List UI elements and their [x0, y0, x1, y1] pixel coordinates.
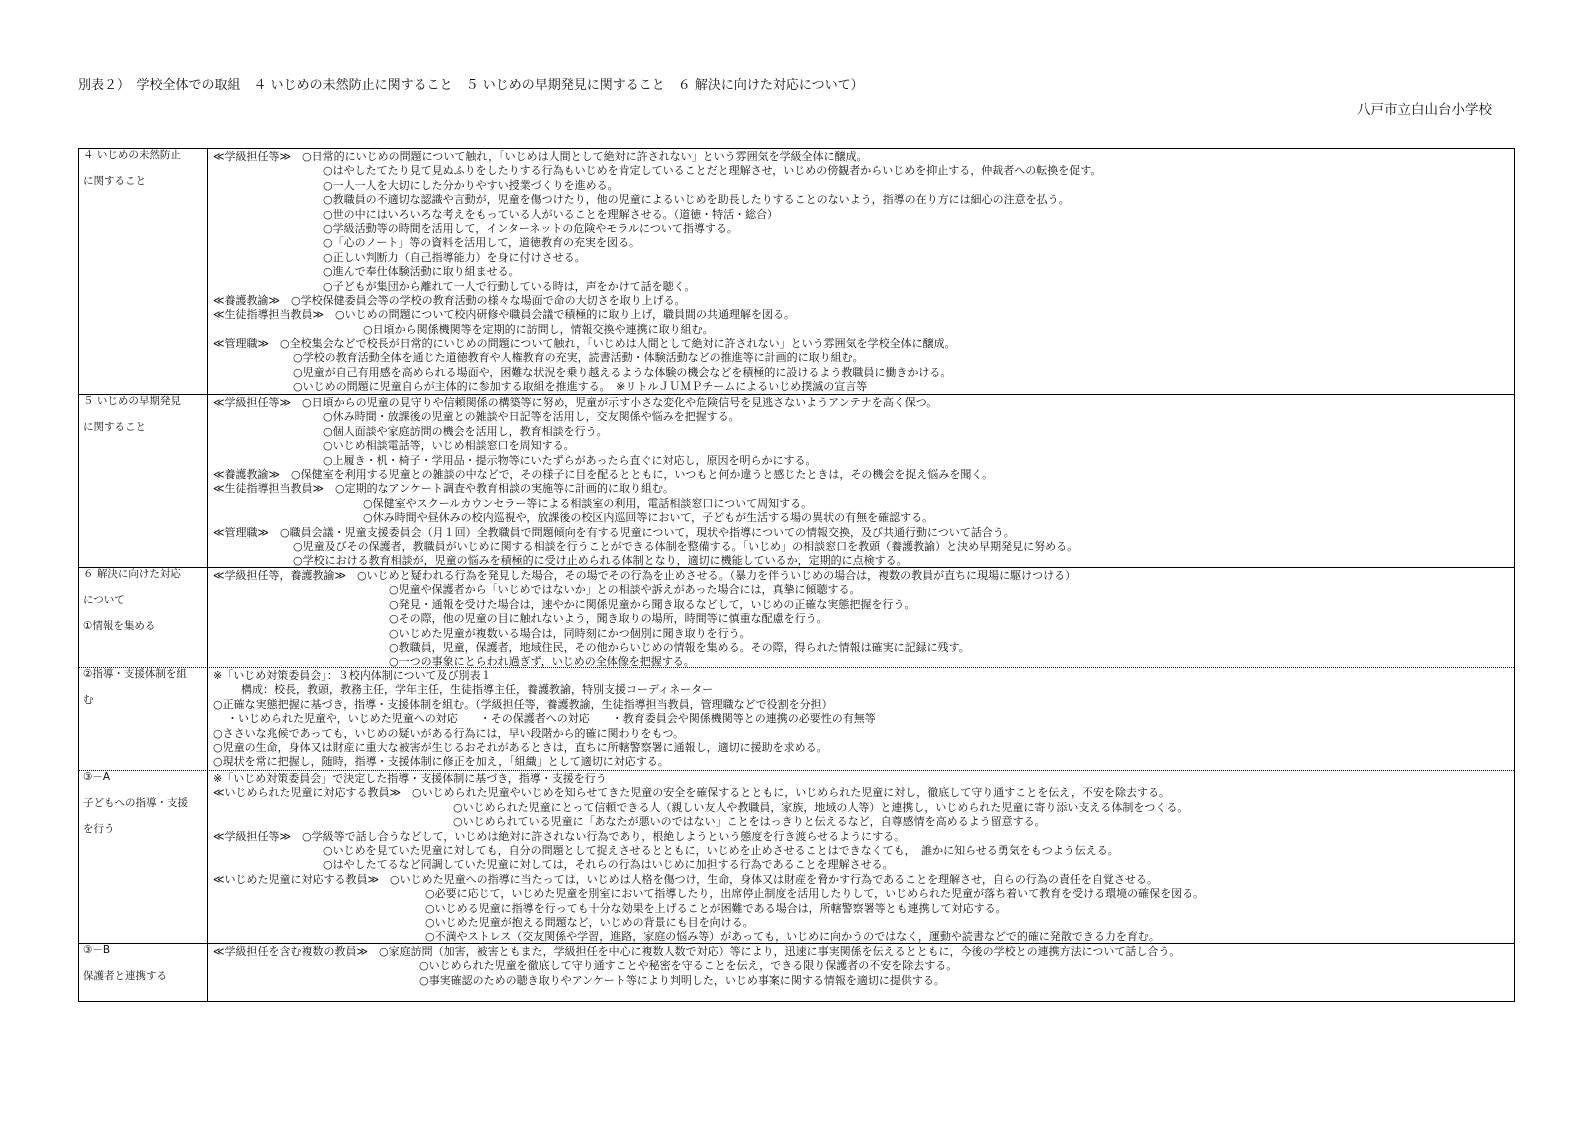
- content-line: ○上履き・机・椅子・学用品・提示物等にいたずらがあったら直ぐに対応し，原因を明らかにする。: [323, 453, 817, 467]
- section-label-line: ①情報を集める: [83, 620, 156, 632]
- section-content: [213, 569, 1508, 670]
- table-section: [79, 394, 1514, 567]
- content-line: ≪管理職≫ ○職員会議・児童支援委員会（月１回）全教職員で問題傾向を有する児童について，現状や指導についての情報交換，及び共通行動について話合う。: [213, 525, 1015, 539]
- content-line: ○現状を常に把握し，随時，指導・支援体制に修正を加え，「組織」として適切に対応する。: [213, 755, 669, 769]
- content-line: ○ささいな兆候であっても，いじめの疑いがある行為には，早い段階から的確に関わりをもつ。: [213, 726, 685, 740]
- content-line: ○学校の教育活動全体を通じた道徳教育や人権教育の充実，読書活動・体験活動などの推進等に計画的に取り組む。: [293, 351, 864, 365]
- content-line: ≪学級担任等≫ ○日頃からの児童の見守りや信頼関係の構築等に努め，児童が示す小さな変化や危険信号を見逃さないようアンテナを高く保つ。: [213, 396, 938, 409]
- content-line: 構成：校長，教頭，教務主任，学年主任，生徒指導主任，養護教諭，特別支援コーディネーター: [241, 683, 714, 697]
- section-content: [213, 150, 1508, 395]
- content-line: ○いじめられている児童に「あなたが悪いのではない」ことをはっきりと伝えるなど，自尊感情を高めるよう留意する。: [453, 815, 1046, 829]
- content-line: ≪養護教諭≫ ○学校保健委員会等の学校の教育活動の様々な場面で命の大切さを取り上げる。: [213, 293, 686, 307]
- section-label: [83, 668, 207, 720]
- content-line: ≪学級担任を含む複数の教員≫ ○家庭訪問（加害，被害ともまた，学級担任を中心に複数人数で対応）等により，迅速に事実関係を伝えるとともに，今後の学校との連携方法について話し合う。: [213, 945, 1181, 958]
- content-line: ・いじめられた児童や，いじめた児童への対応 ・その保護者への対応 ・教育委員会や関係機関等との連携の必要性の有無等: [227, 712, 876, 726]
- section-content: [213, 945, 1508, 988]
- content-line: ○保健室やスクールカウンセラー等による相談室の利用，電話相談窓口について周知する。: [363, 496, 813, 510]
- content-line: ○教職員の不適切な認識や言動が，児童を傷つけたり，他の児童によるいじめを助長したりすることのないよう，指導の在り方には細心の注意を払う。: [323, 193, 1070, 207]
- content-line: ○休み時間・放課後の児童との雑談や日記等を活用し，交友関係や悩みを把握する。: [323, 410, 740, 424]
- content-line: ○いじめの問題に児童自らが主体的に参加する取組を推進する。 ※リトルＪＵＭＰチームによるいじめ撲滅の宣言等: [293, 380, 868, 394]
- content-line: ≪いじめられた児童に対応する教員≫ ○いじめられた児童やいじめを知らせてきた児童の安全を確保するとともに，いじめられた児童に対し，徹底して守り通すことを伝え，不安を除去する。: [213, 786, 1170, 800]
- content-line: ○一つの事象にとらわれ過ぎず，いじめの全体像を把握する。: [389, 655, 695, 669]
- content-line: ≪生徒指導担当教員≫ ○定期的なアンケート調査や教育相談の実施等に計画的に取り組む。: [213, 482, 674, 496]
- content-line: ○休み時間や昼休みの校内巡視や，放課後の校区内巡回等において，子どもが生活する場の異状の有無を確認する。: [363, 511, 934, 525]
- section-label-line: を行う: [83, 823, 115, 835]
- table-section: [79, 149, 1514, 394]
- section-label-line: ③－A: [83, 771, 111, 783]
- section-label-line: ５ いじめの早期発見: [83, 395, 181, 407]
- content-line: ○いじめられた児童にとって信頼できる人（親しい友人や教職員，家族，地域の人等）と連携し，いじめられた児童に寄り添い支える体制をつくる。: [453, 800, 1189, 814]
- section-label-line: について: [83, 594, 125, 606]
- table-section: [79, 943, 1514, 1001]
- content-line: ○学校における教育相談が，児童の悩みを積極的に受け止められる体制となり，適切に機能しているか，定期的に点検する。: [293, 554, 908, 568]
- content-line: ○いじめを見ていた児童に対しても，自分の問題として捉えさせるとともに，いじめを止めさせることはできなくても， 誰かに知らせる勇気をもつよう伝える。: [323, 843, 1119, 857]
- section-label-line: ６ 解決に向けた対応: [83, 568, 181, 580]
- section-label: [83, 149, 207, 201]
- content-line: ○いじめた児童が抱える問題など，いじめの背景にも目を向ける。: [425, 915, 754, 929]
- content-line: ○日頃から関係機関等を定期的に訪問し，情報交換や連携に取り組む。: [363, 322, 714, 336]
- section-label: [83, 568, 207, 646]
- section-label: [83, 771, 207, 849]
- content-line: ○学級活動等の時間を活用して，インターネットの危険やモラルについて指導する。: [323, 221, 738, 235]
- content-line: ≪管理職≫ ○全校集会などで校長が日常的にいじめの問題について触れ，「いじめは人間として絶対に許されない」という雰囲気を学校全体に醸成。: [213, 337, 956, 351]
- content-line: ○個人面談や家庭訪問の機会を活用し，教育相談を行う。: [323, 424, 608, 438]
- section-label-line: む: [83, 694, 94, 706]
- table-section: [79, 567, 1514, 667]
- section-label-line: ③－B: [83, 944, 111, 956]
- content-line: ○その際，他の児童の目に触れないよう，聞き取りの場所，時間等に慎重な配慮を行う。: [389, 612, 828, 626]
- content-line: ○児童の生命，身体又は財産に重大な被害が生じるおそれがあるときは，直ちに所轄警察署に通報し，適切に援助を求める。: [213, 740, 828, 754]
- content-line: ○発見・通報を受けた場合は，速やかに関係児童から聞き取るなどして，いじめの正確な実態把握を行う。: [389, 597, 916, 611]
- table-section: [79, 770, 1514, 943]
- content-line: ○事実確認のための聴き取りやアンケート等により判明した，いじめ事案に関する情報を適切に提供する。: [419, 973, 945, 987]
- content-line: ○正確な実態把握に基づき，指導・支援体制を組む。（学級担任等，養護教諭，生徒指導担当教員，管理職などで役割を分担）: [213, 697, 833, 711]
- content-line: ○はやしたてたり見て見ぬふりをしたりする行為もいじめを肯定していることだと理解させ，いじめの傍観者からいじめを抑止する，仲裁者への転換を促す。: [323, 164, 1102, 178]
- content-line: ○必要に応じて，いじめた児童を別室において指導したり，出席停止制度を活用したりして，いじめられた児童が落ち着いて教育を受ける環境の確保を図る。: [425, 887, 1205, 901]
- content-line: ≪いじめた児童に対応する教員≫ ○いじめた児童への指導に当たっては，いじめは人格を傷つけ，生命，身体又は財産を脅かす行為であることを理解させ，自らの行為の責任を自覚させる。: [213, 872, 1158, 886]
- section-label-line: 保護者と連携する: [83, 970, 167, 982]
- content-line: ○教職員，児童，保護者，地域住民，その他からいじめの情報を集める。その際，得られた情報は確実に記録に残す。: [389, 640, 970, 654]
- section-label-line: に関すること: [83, 421, 146, 433]
- section-label-line: に関すること: [83, 175, 146, 187]
- content-line: ○児童及びその保護者，教職員がいじめに関する相談を行うことができる体制を整備する。「いじめ」の相談窓口を教頭（養護教諭）と決め早期発見に努める。: [293, 539, 1079, 553]
- content-line: ○世の中にはいろいろな考えをもっている人がいることを理解させる。（道徳・特活・総合）: [323, 207, 779, 221]
- content-line: ○児童や保護者から「いじめではないか」との相談や訴えがあった場合には，真摯に傾聴する。: [389, 583, 861, 597]
- content-line: ○児童が自己有用感を高められる場面や，困難な状況を乗り越えるような体験の機会などを積極的に設けるよう教職員に働きかける。: [293, 365, 952, 379]
- section-content: [213, 396, 1508, 569]
- section-label: [83, 944, 207, 996]
- table-section: [79, 667, 1514, 770]
- content-line: ≪学級担任等，養護教諭≫ ○いじめと疑われる行為を発見した場合，その場でその行為を止めさせる。（暴力を伴ういじめの場合は，複数の教員が直ちに現場に駆けつける）: [213, 569, 1077, 582]
- section-label-line: ４ いじめの未然防止: [83, 149, 181, 161]
- page-title: 別表２） 学校全体での取組 ４ いじめの未然防止に関すること ５ いじめの早期発見に関すること ６ 解決に向けた対応について）: [78, 78, 864, 93]
- content-line: ※「いじめ対策委員会」：３校内体制について及び別表１: [213, 669, 492, 682]
- content-line: ≪生徒指導担当教員≫ ○いじめの問題について校内研修や職員会議で積極的に取り上げ，職員間の共通理解を図る。: [213, 308, 795, 322]
- content-line: ○子どもが集団から離れて一人で行動している時は，声をかけて話を聴く。: [323, 279, 696, 293]
- section-label-line: ②指導・支援体制を組: [83, 668, 187, 680]
- content-line: ○不満やストレス（交友関係や学習，進路，家庭の悩み等）があっても，いじめに向かうのではなく，運動や読書などで的確に発散できる力を育む。: [425, 930, 1160, 944]
- content-line: ○いじめられた児童を徹底して守り通すことや秘密を守ることを伝え，できる限り保護者の不安を除去する。: [419, 959, 958, 973]
- section-content: [213, 669, 1508, 770]
- content-line: ○はやしたてるなど同調していた児童に対しては，それらの行為はいじめに加担する行為であることを理解させる。: [323, 858, 894, 872]
- content-line: ○いじめる児童に指導を行っても十分な効果を上げることが困難である場合は，所轄警察署等とも連携して対応する。: [425, 901, 1007, 915]
- section-label-line: 子どもへの指導・支援: [83, 797, 188, 809]
- content-line: ○正しい判断力（自己指導能力）を身に付けさせる。: [323, 250, 586, 264]
- content-line: ≪学級担任等≫ ○学級等で話し合うなどして，いじめは絶対に許されない行為であり，根絶しようという態度を行き渡らせるようにする。: [213, 829, 906, 843]
- content-line: ≪学級担任等≫ ○日常的にいじめの問題について触れ，「いじめは人間として絶対に許されない」という雰囲気を学級全体に醸成。: [213, 150, 868, 163]
- measures-table: [78, 148, 1515, 1002]
- school-name: 八戸市立白山台小学校: [1357, 102, 1492, 118]
- content-line: ○一人一人を大切にした分かりやすい授業づくりを進める。: [323, 178, 619, 192]
- content-line: ※「いじめ対策委員会」で決定した指導・支援体制に基づき，指導・支援を行う: [213, 772, 607, 785]
- content-line: ○いじめ相談電話等，いじめ相談窓口を周知する。: [323, 439, 575, 453]
- section-label: [83, 395, 207, 447]
- content-line: ○いじめた児童が複数いる場合は，同時刻にかつ個別に聞き取りを行う。: [389, 626, 751, 640]
- content-line: ○「心のノート」等の資料を活用して，道徳教育の充実を図る。: [323, 236, 641, 250]
- section-content: [213, 772, 1508, 945]
- content-line: ≪養護教諭≫ ○保健室を利用する児童との雑談の中などで，その様子に目を配るとともに，いつもと何か違うと感じたときは，その機会を捉え悩みを聞く。: [213, 467, 994, 481]
- content-line: ○進んで奉仕体験活動に取り組ませる。: [323, 265, 520, 279]
